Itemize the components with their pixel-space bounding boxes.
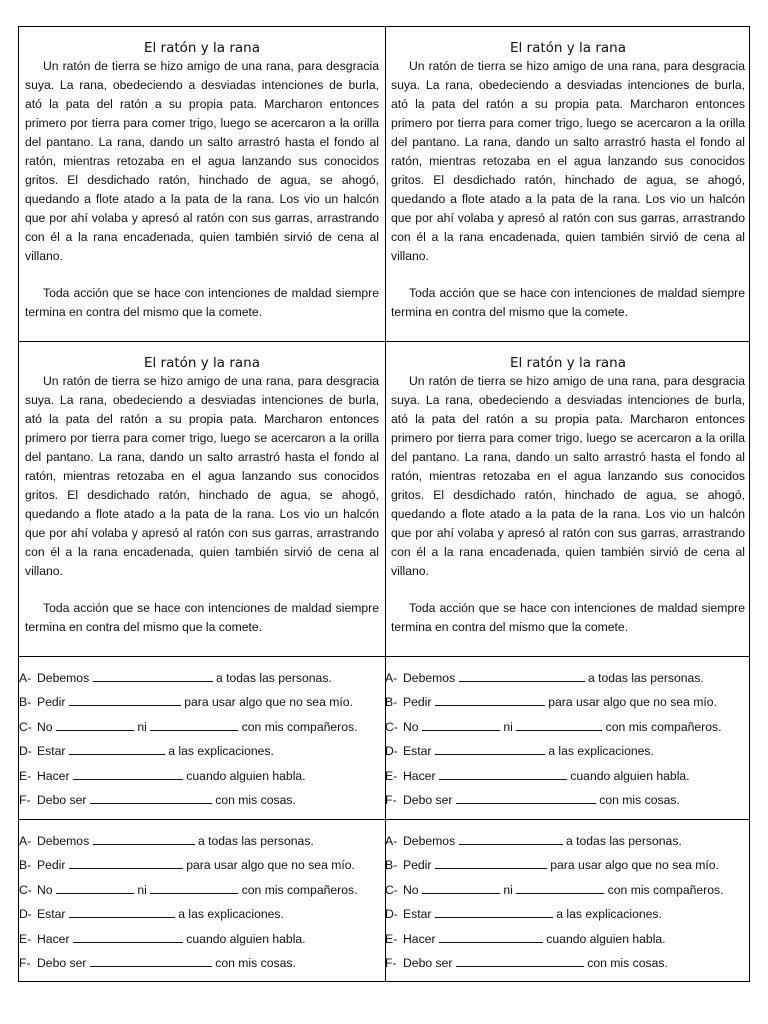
exercise-item-a: A- Debemos a todas las personas.	[19, 834, 314, 848]
blank-line[interactable]	[435, 742, 545, 755]
blank-line[interactable]	[93, 832, 195, 845]
blank-line[interactable]	[90, 954, 212, 967]
story-title: El ratón y la rana	[509, 355, 627, 371]
exercise-item-a: A- Debemos a todas las personas.	[385, 834, 682, 848]
blank-line[interactable]	[422, 718, 500, 731]
exercise-item-f: F- Debo ser con mis cosas.	[19, 792, 296, 807]
exercise-item-e: E- Hacer cuando alguien habla.	[385, 931, 666, 946]
blank-line[interactable]	[422, 881, 500, 894]
blank-line[interactable]	[69, 693, 181, 706]
story-text: Un ratón de tierra se hizo amigo de una rana, para desgracia suya. La rana, obedeciendo a desviadas intenciones de burla, ató la pata del ratón a su propia pata. Marcharon entonces primero por tierra para comer trigo, luego se acercaron a la orilla del pantano. La rana, dando un salto arrastró hasta el fondo al ratón, mientras retozaba en el agua lanzando sus conocidos gritos. El desdichado ratón, hinchado de agua, se ahogó, quedando a flote atado a la pata de la rana. Los vio un halcón que por ahí volaba y apresó al ratón con sus garras, arrastrando con él a la rana encadenada, quien también sirvió de cena al villano.	[25, 59, 379, 263]
story-moral: Toda acción que se hace con intenciones de maldad siempre termina en contra del mismo que la comete.	[391, 286, 745, 319]
blank-line[interactable]	[516, 718, 602, 731]
exercise-item-b: B- Pedir para usar algo que no sea mío.	[385, 858, 719, 873]
exercise-item-b: B- Pedir para usar algo que no sea mío.	[385, 695, 717, 710]
story-card-4	[385, 342, 751, 656]
exercise-item-a: A- Debemos a todas las personas.	[385, 671, 704, 685]
exercise-item-b: B- Pedir para usar algo que no sea mío.	[19, 858, 355, 873]
exercise-item-f: F- Debo ser con mis cosas.	[385, 792, 680, 807]
story-card-3	[19, 342, 385, 656]
exercise-item-f: F- Debo ser con mis cosas.	[385, 955, 668, 970]
worksheet-page	[18, 26, 750, 982]
blank-line[interactable]	[459, 669, 585, 682]
exercise-card-1	[19, 657, 385, 819]
blank-line[interactable]	[456, 954, 584, 967]
exercise-item-c: C- No ni con mis compañeros.	[19, 719, 358, 734]
story-moral: Toda acción que se hace con intenciones de maldad siempre termina en contra del mismo que la comete.	[25, 601, 379, 634]
blank-line[interactable]	[439, 767, 567, 780]
exercise-item-f: F- Debo ser con mis cosas.	[19, 955, 296, 970]
exercise-card-3	[19, 820, 385, 982]
story-card-2	[385, 27, 751, 341]
story-moral: Toda acción que se hace con intenciones de maldad siempre termina en contra del mismo que la comete.	[25, 286, 379, 319]
exercise-item-a: A- Debemos a todas las personas.	[19, 671, 332, 685]
story-text: Un ratón de tierra se hizo amigo de una rana, para desgracia suya. La rana, obedeciendo a desviadas intenciones de burla, ató la pata del ratón a su propia pata. Marcharon entonces primero por tierra para comer trigo, luego se acercaron a la orilla del pantano. La rana, dando un salto arrastró hasta el fondo al ratón, mientras retozaba en el agua lanzando sus conocidos gritos. El desdichado ratón, hinchado de agua, se ahogó, quedando a flote atado a la pata de la rana. Los vio un halcón que por ahí volaba y apresó al ratón con sus garras, arrastrando con él a la rana encadenada, quien también sirvió de cena al villano.	[25, 374, 379, 578]
blank-line[interactable]	[456, 791, 596, 804]
blank-line[interactable]	[516, 881, 604, 894]
exercise-item-d: D- Estar a las explicaciones.	[385, 907, 662, 922]
blank-line[interactable]	[69, 742, 165, 755]
exercise-item-d: D- Estar a las explicaciones.	[385, 744, 654, 759]
blank-line[interactable]	[150, 718, 238, 731]
exercise-item-d: D- Estar a las explicaciones.	[19, 744, 274, 759]
exercise-card-2	[385, 657, 751, 819]
blank-line[interactable]	[69, 856, 183, 869]
story-card-1	[19, 27, 385, 341]
blank-line[interactable]	[459, 832, 563, 845]
story-title: El ratón y la rana	[143, 355, 261, 371]
blank-line[interactable]	[73, 767, 183, 780]
exercise-item-c: C- No ni con mis compañeros.	[385, 719, 722, 734]
exercise-item-d: D- Estar a las explicaciones.	[19, 907, 284, 922]
blank-line[interactable]	[435, 856, 547, 869]
exercise-item-e: E- Hacer cuando alguien habla.	[385, 768, 690, 783]
blank-line[interactable]	[435, 693, 545, 706]
blank-line[interactable]	[56, 718, 134, 731]
exercise-item-e: E- Hacer cuando alguien habla.	[19, 931, 306, 946]
blank-line[interactable]	[435, 905, 553, 918]
exercise-item-c: C- No ni con mis compañeros.	[19, 882, 358, 897]
blank-line[interactable]	[56, 881, 134, 894]
blank-line[interactable]	[93, 669, 213, 682]
blank-line[interactable]	[90, 791, 212, 804]
exercise-item-e: E- Hacer cuando alguien habla.	[19, 768, 306, 783]
blank-line[interactable]	[150, 881, 238, 894]
story-text: Un ratón de tierra se hizo amigo de una rana, para desgracia suya. La rana, obedeciendo a desviadas intenciones de burla, ató la pata del ratón a su propia pata. Marcharon entonces primero por tierra para comer trigo, luego se acercaron a la orilla del pantano. La rana, dando un salto arrastró hasta el fondo al ratón, mientras retozaba en el agua lanzando sus conocidos gritos. El desdichado ratón, hinchado de agua, se ahogó, quedando a flote atado a la pata de la rana. Los vio un halcón que por ahí volaba y apresó al ratón con sus garras, arrastrando con él a la rana encadenada, quien también sirvió de cena al villano.	[391, 374, 745, 578]
blank-line[interactable]	[69, 905, 175, 918]
exercise-item-b: B- Pedir para usar algo que no sea mío.	[19, 695, 353, 710]
exercise-card-4	[385, 820, 751, 982]
exercise-item-c: C- No ni con mis compañeros.	[385, 882, 724, 897]
story-title: El ratón y la rana	[509, 40, 627, 56]
blank-line[interactable]	[73, 930, 183, 943]
story-moral: Toda acción que se hace con intenciones de maldad siempre termina en contra del mismo que la comete.	[391, 601, 745, 634]
story-text: Un ratón de tierra se hizo amigo de una rana, para desgracia suya. La rana, obedeciendo a desviadas intenciones de burla, ató la pata del ratón a su propia pata. Marcharon entonces primero por tierra para comer trigo, luego se acercaron a la orilla del pantano. La rana, dando un salto arrastró hasta el fondo al ratón, mientras retozaba en el agua lanzando sus conocidos gritos. El desdichado ratón, hinchado de agua, se ahogó, quedando a flote atado a la pata de la rana. Los vio un halcón que por ahí volaba y apresó al ratón con sus garras, arrastrando con él a la rana encadenada, quien también sirvió de cena al villano.	[391, 59, 745, 263]
blank-line[interactable]	[439, 930, 543, 943]
story-title: El ratón y la rana	[143, 40, 261, 56]
